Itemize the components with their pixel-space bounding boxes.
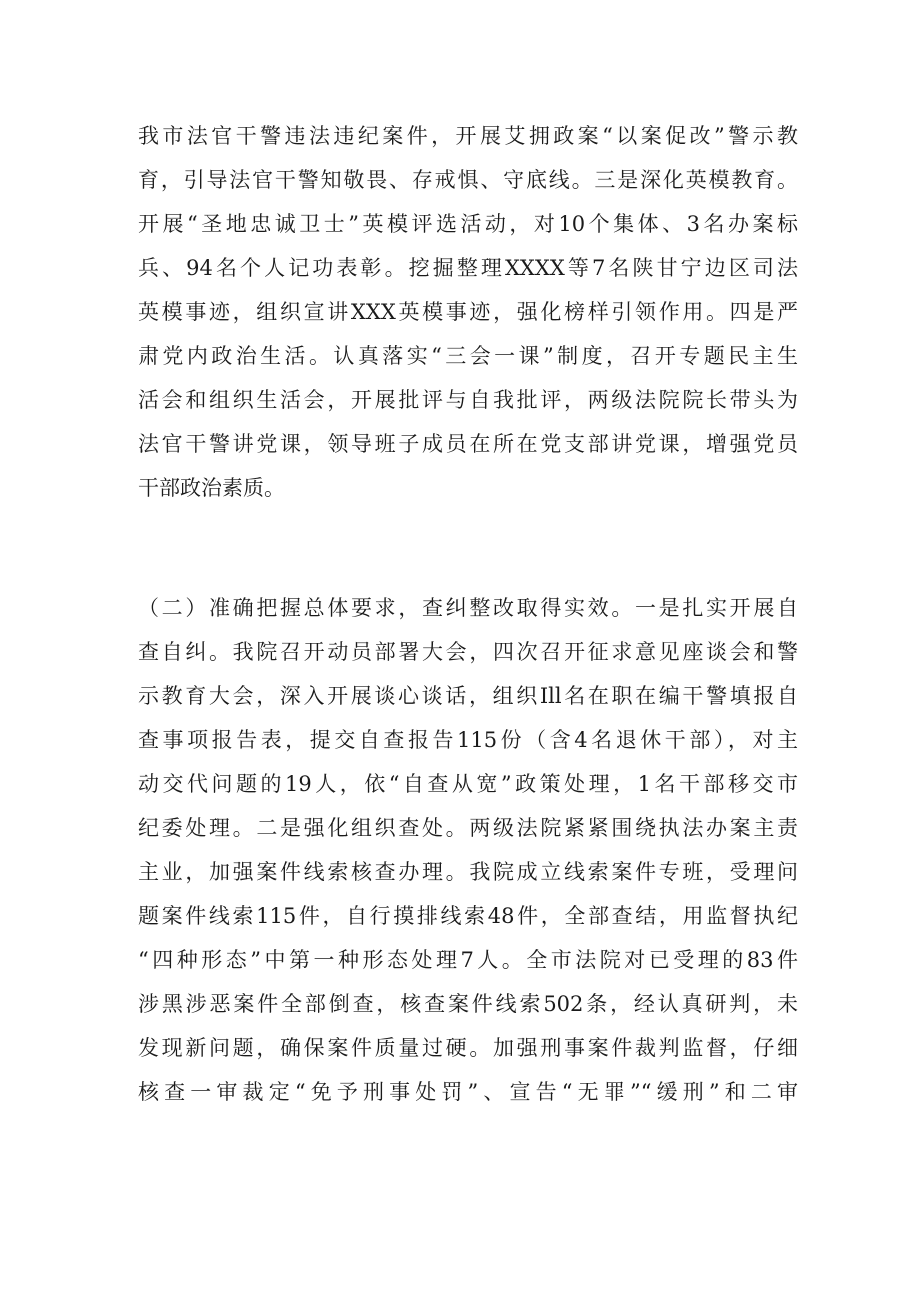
paragraph-line: 干部政治素质。 bbox=[138, 476, 285, 500]
paragraph-line: 育，引导法官干警知敬畏、存戒惧、守底线。三是深化英模教育。 bbox=[138, 168, 798, 192]
paragraph-line: 题案件线索115件，自行摸排线索48件，全部查结，用监督执纪 bbox=[138, 904, 798, 928]
paragraph-line: 兵、94名个人记功表彰。挖掘整理XXXX等7名陕甘宁边区司法 bbox=[138, 256, 798, 280]
paragraph-line: 查自纠。我院召开动员部署大会，四次召开征求意见座谈会和警 bbox=[138, 640, 798, 664]
paragraph-line: 英模事迹，组织宣讲XXX英模事迹，强化榜样引领作用。四是严 bbox=[138, 300, 798, 324]
paragraph-line: 核查一审裁定“免予刑事处罚”、宣告“无罪”“缓刑”和二审 bbox=[138, 1080, 798, 1104]
paragraph-line: 纪委处理。二是强化组织查处。两级法院紧紧围绕执法办案主责 bbox=[138, 816, 798, 840]
paragraph-line: 主业，加强案件线索核查办理。我院成立线索案件专班，受理问 bbox=[138, 860, 798, 884]
paragraph-line: 开展“圣地忠诚卫士”英模评选活动，对10个集体、3名办案标 bbox=[138, 212, 798, 236]
paragraph-line: 发现新问题，确保案件质量过硬。加强刑事案件裁判监督，仔细 bbox=[138, 1036, 798, 1060]
body-paragraph-1 bbox=[138, 114, 798, 510]
paragraph-line: 我市法官干警违法违纪案件，开展艾拥政案“以案促改”警示教 bbox=[138, 124, 798, 148]
paragraph-line: （二）准确把握总体要求，查纠整改取得实效。一是扎实开展自 bbox=[138, 596, 798, 620]
paragraph-line: 动交代问题的19人，依“自查从宽”政策处理，1名干部移交市 bbox=[138, 772, 798, 796]
paragraph-line: “四种形态”中第一种形态处理7人。全市法院对已受理的83件 bbox=[138, 948, 798, 972]
paragraph-line: 肃党内政治生活。认真落实“三会一课”制度，召开专题民主生 bbox=[138, 344, 798, 368]
paragraph-line: 法官干警讲党课，领导班子成员在所在党支部讲党课，增强党员 bbox=[138, 432, 798, 456]
paragraph-line: 涉黑涉恶案件全部倒查，核查案件线索502条，经认真研判，未 bbox=[138, 992, 798, 1016]
paragraph-line: 示教育大会，深入开展谈心谈话，组织Ill名在职在编干警填报自 bbox=[138, 684, 798, 708]
paragraph-line: 活会和组织生活会，开展批评与自我批评，两级法院院长带头为 bbox=[138, 388, 798, 412]
paragraph-line: 查事项报告表，提交自查报告115份（含4名退休干部），对主 bbox=[138, 728, 798, 752]
body-paragraph-2 bbox=[138, 586, 798, 1114]
